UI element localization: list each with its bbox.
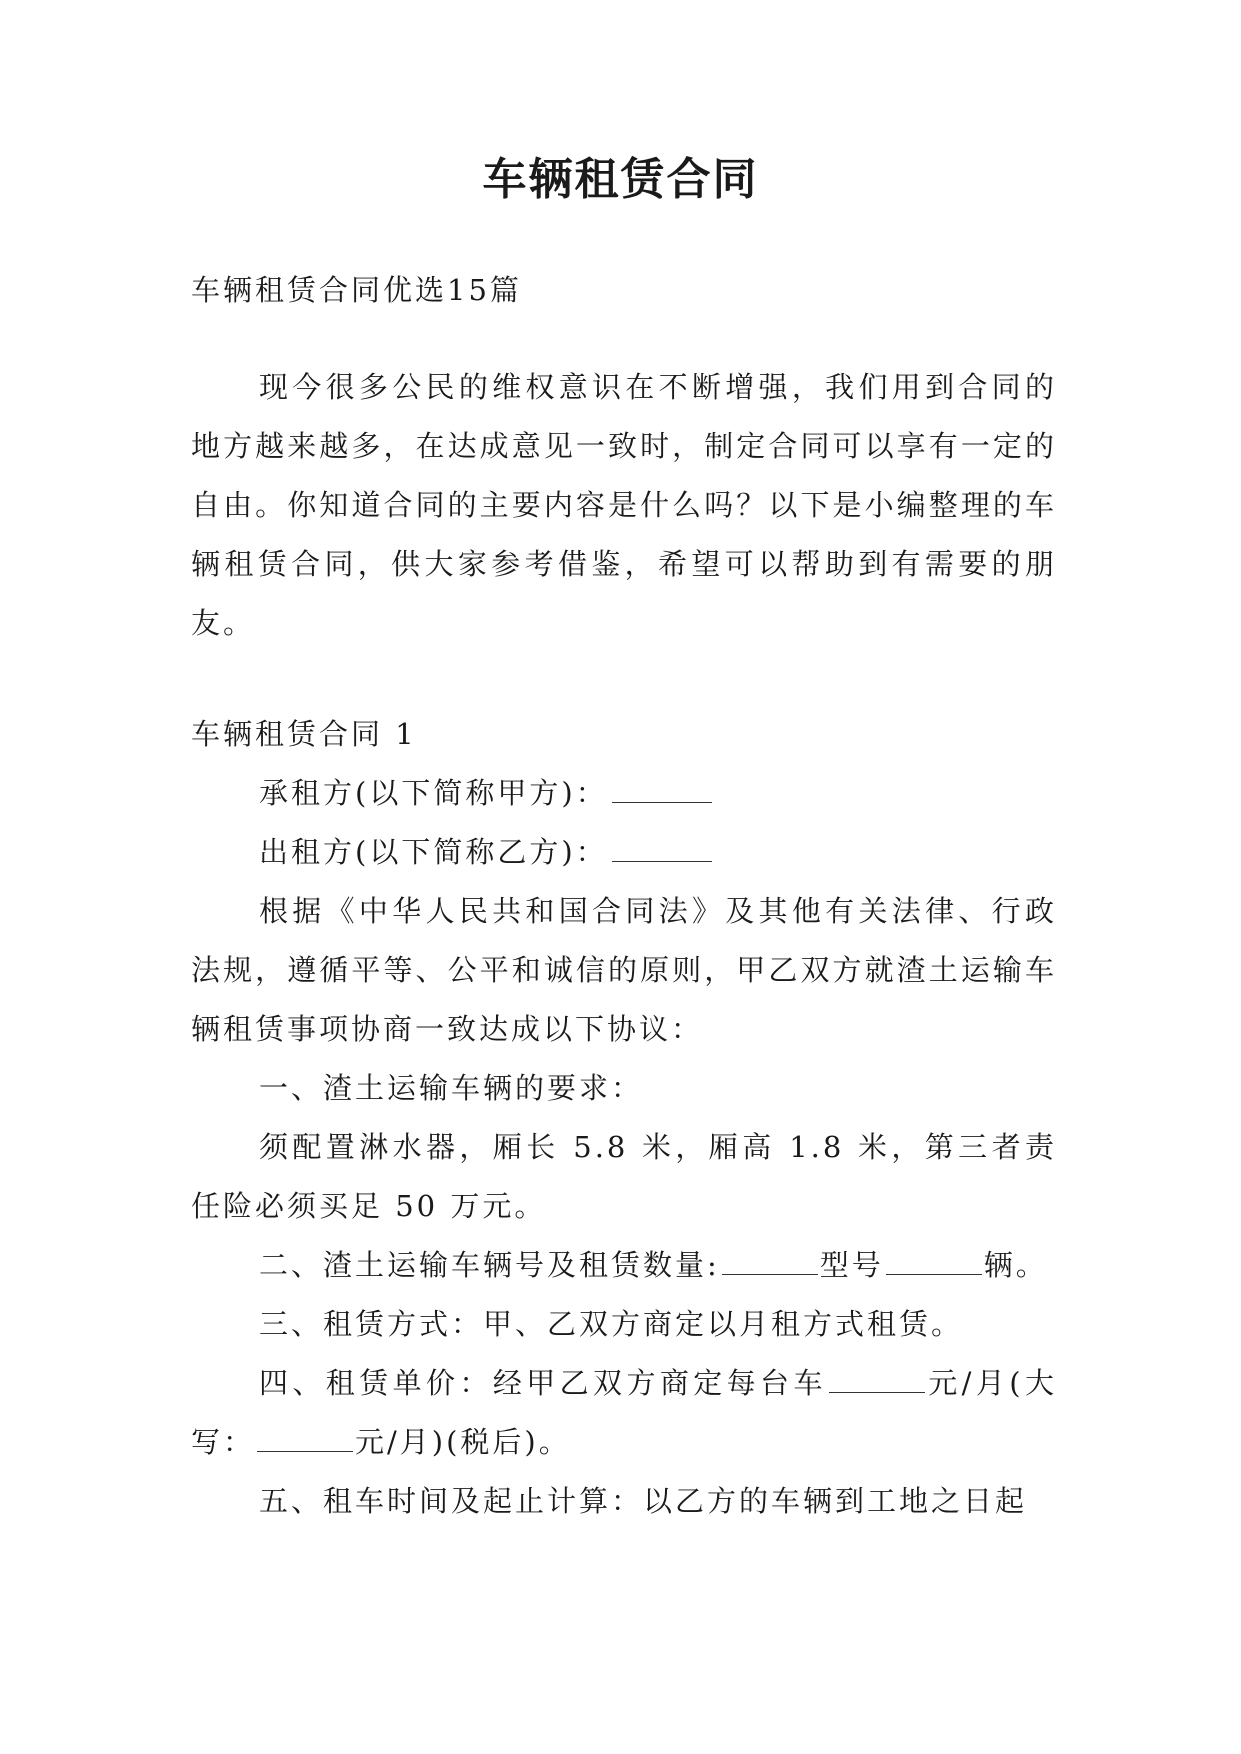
clause2-line <box>191 1236 1057 1295</box>
clause1-body: 须配置淋水器，厢长 5.8 米，厢高 1.8 米，第三者责任险必须买足 50 万元。 <box>191 1130 1057 1223</box>
clause2-suffix: 辆。 <box>983 1248 1048 1282</box>
clause2-blank-1 <box>722 1254 818 1275</box>
clause2-prefix: 二、渣土运输车辆号及租赁数量: <box>259 1248 720 1282</box>
clause4-blank-2 <box>257 1431 353 1452</box>
document-subtitle: 车辆租赁合同优选15篇 <box>191 273 522 307</box>
clause4-prefix: 四、租赁单价：经甲乙双方商定每台车 <box>259 1366 827 1400</box>
clause2-mid: 型号 <box>819 1248 884 1282</box>
lessee-line <box>191 764 1057 823</box>
clause4-paragraph <box>191 1354 1057 1472</box>
clause1-heading: 一、渣土运输车辆的要求： <box>259 1071 644 1105</box>
basis-paragraph: 根据《中华人民共和国合同法》及其他有关法律、行政法规，遵循平等、公平和诚信的原则，甲乙双方就渣土运输车辆租赁事项协商一致达成以下协议： <box>191 894 1057 1046</box>
clause2-blank-2 <box>886 1254 982 1275</box>
clause5: 五、租车时间及起止计算：以乙方的车辆到工地之日起 <box>259 1484 1028 1518</box>
lessor-blank <box>612 841 712 862</box>
clause3: 三、租赁方式：甲、乙双方商定以月租方式租赁。 <box>259 1307 964 1341</box>
intro-paragraph: 现今很多公民的维权意识在不断增强，我们用到合同的地方越来越多，在达成意见一致时，制定合同可以享有一定的自由。你知道合同的主要内容是什么吗？以下是小编整理的车辆租赁合同，供大家参考借鉴，希望可以帮助到有需要的朋友。 <box>191 370 1057 640</box>
lessor-label: 出租方(以下简称乙方)： <box>259 835 608 869</box>
lessor-line <box>191 823 1057 882</box>
document-title: 车辆租赁合同 <box>482 154 759 205</box>
lessee-label: 承租方(以下简称甲方)： <box>259 776 608 810</box>
clause4-mid: 元/月(大写： <box>191 1366 1057 1459</box>
clause4-suffix: 元/月)(税后)。 <box>355 1425 571 1459</box>
clause4-blank-1 <box>829 1372 925 1393</box>
section-heading: 车辆租赁合同 1 <box>191 717 417 751</box>
lessee-blank <box>612 782 712 803</box>
